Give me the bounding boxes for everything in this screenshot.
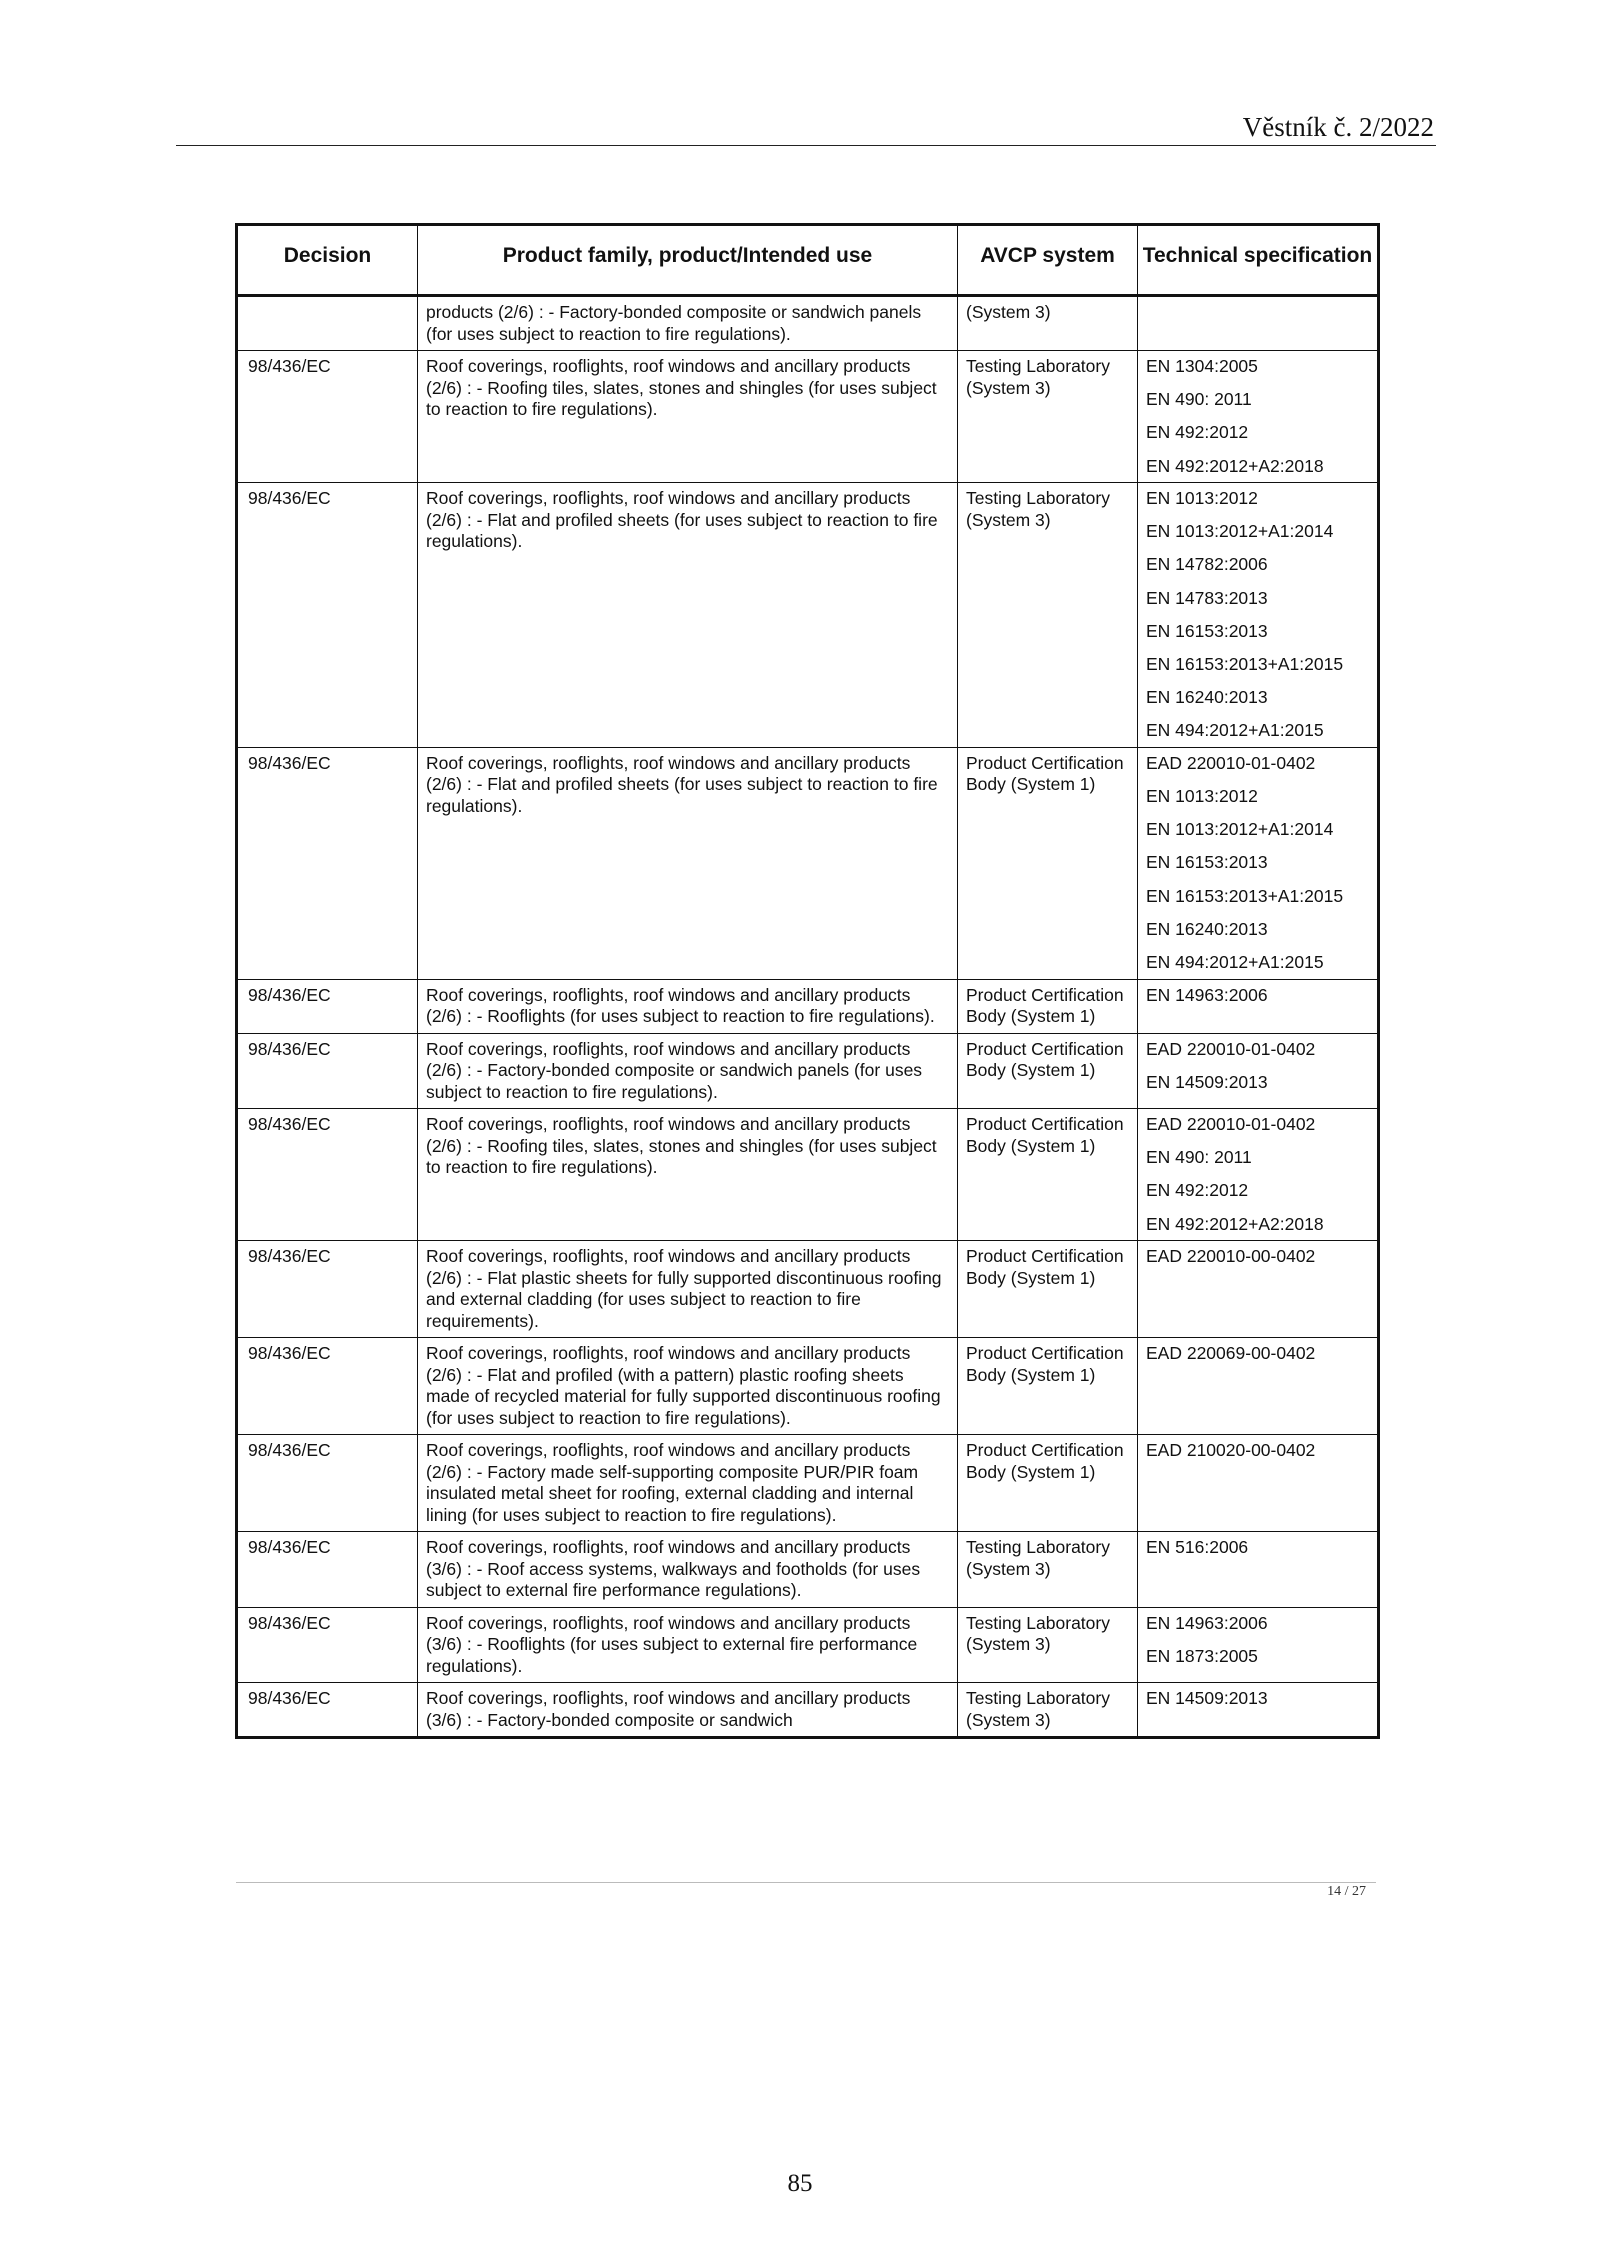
decision-cell: 98/436/EC [237,747,418,979]
specification-cell [1138,1109,1379,1241]
specification-item: EN 494:2012+A1:2015 [1146,952,1324,972]
specification-item: EN 16153:2013+A1:2015 [1146,885,1344,906]
specification-item: EN 492:2012+A2:2018 [1146,455,1324,476]
avcp-cell: Product Certification Body (System 1) [958,1435,1138,1532]
specification-item: EN 14509:2013 [1146,1688,1268,1709]
specification-item: EAD 220069-00-0402 [1146,1343,1316,1364]
table-row [237,351,1379,483]
specification-item: EN 494:2012+A1:2015 [1146,720,1324,741]
specification-item: EN 1013:2012 [1146,488,1258,509]
table-row [237,1607,1379,1683]
table-row [237,1241,1379,1338]
specification-item: EN 1013:2012 [1146,786,1258,807]
avcp-cell: Product Certification Body (System 1) [958,1109,1138,1241]
decision-cell: 98/436/EC [237,1338,418,1435]
decision-cell: 98/436/EC [237,483,418,748]
footer-rule [236,1882,1376,1883]
specification-item: EAD 220010-01-0402 [1146,1114,1316,1134]
table-row [237,1532,1379,1608]
specification-item: EN 1304:2005 [1146,356,1258,376]
decision-cell: 98/436/EC [237,1435,418,1532]
decision-cell: 98/436/EC [237,1683,418,1738]
specification-cell [1138,483,1379,748]
avcp-cell: Testing Laboratory (System 3) [958,351,1138,483]
decision-cell: 98/436/EC [237,1109,418,1241]
column-header-specification: Technical specification [1138,225,1379,296]
product-cell: Roof coverings, rooflights, roof windows and ancillary products (3/6) : - Rooflights (for uses subject to external fire performance regulations). [418,1607,958,1683]
specification-cell [1138,1241,1379,1338]
specification-item: EN 14509:2013 [1146,1071,1268,1092]
product-cell: Roof coverings, rooflights, roof windows and ancillary products (2/6) : - Rooflights (for uses subject to reaction to fire regulations). [418,979,958,1033]
specification-item: EN 492:2012+A2:2018 [1146,1213,1324,1234]
table-row [237,979,1379,1033]
specification-item: EN 16153:2013 [1146,852,1268,873]
product-cell: Roof coverings, rooflights, roof windows and ancillary products (2/6) : - Factory-bonded composite or sandwich panels (for uses subject to reaction to fire regulations). [418,1033,958,1109]
specification-cell [1138,1033,1379,1109]
avcp-cell: Product Certification Body (System 1) [958,1241,1138,1338]
specification-item: EN 16240:2013 [1146,687,1268,708]
avcp-cell: Product Certification Body (System 1) [958,1033,1138,1109]
avcp-cell: Testing Laboratory (System 3) [958,1607,1138,1683]
avcp-cell: (System 3) [958,296,1138,351]
specification-item: EAD 210020-00-0402 [1146,1440,1316,1461]
specification-item: EN 14963:2006 [1146,984,1268,1005]
avcp-cell: Product Certification Body (System 1) [958,1338,1138,1435]
table-row [237,296,1379,351]
specification-item: EN 16240:2013 [1146,918,1268,939]
column-header-decision: Decision [237,225,418,296]
specification-item: EN 492:2012 [1146,422,1249,443]
decision-cell: 98/436/EC [237,1607,418,1683]
specification-item: EN 1013:2012+A1:2014 [1146,521,1334,542]
table-row [237,1109,1379,1241]
specification-item: EAD 220010-01-0402 [1146,752,1316,773]
specification-cell [1138,351,1379,483]
table-row [237,1683,1379,1738]
specification-item: EN 1873:2005 [1146,1645,1258,1666]
column-header-product: Product family, product/Intended use [418,225,958,296]
specification-cell [1138,1607,1379,1683]
product-cell: Roof coverings, rooflights, roof windows and ancillary products (2/6) : - Flat and profiled sheets (for uses subject to reaction to fire regulations). [418,747,958,979]
decision-cell: 98/436/EC [237,1033,418,1109]
specification-item: EN 16153:2013+A1:2015 [1146,654,1344,674]
specification-table [235,223,1380,1739]
product-cell: Roof coverings, rooflights, roof windows and ancillary products (3/6) : - Factory-bonded composite or sandwich [418,1683,958,1738]
specification-item: EN 16153:2013 [1146,620,1268,641]
table-body [237,296,1379,1738]
page-counter: 14 / 27 [1327,1884,1366,1899]
decision-cell [237,296,418,351]
table-header-row [237,225,1379,296]
avcp-cell: Testing Laboratory (System 3) [958,1532,1138,1608]
decision-cell: 98/436/EC [237,1532,418,1608]
table-row [237,747,1379,979]
specification-item: EN 14783:2013 [1146,587,1268,608]
specification-item: EN 14963:2006 [1146,1612,1268,1633]
product-cell: products (2/6) : - Factory-bonded composite or sandwich panels (for uses subject to reaction to fire regulations). [418,296,958,351]
specification-cell [1138,747,1379,979]
decision-cell: 98/436/EC [237,351,418,483]
product-cell: Roof coverings, rooflights, roof windows and ancillary products (2/6) : - Flat and profiled (with a pattern) plastic roofing sheets made of recycled material for fully supported discontinuous roofing (for uses subject to reaction to fire regulations). [418,1338,958,1435]
table-row [237,1435,1379,1532]
table-row [237,1033,1379,1109]
avcp-cell: Product Certification Body (System 1) [958,747,1138,979]
specification-item: EAD 220010-01-0402 [1146,1038,1316,1059]
column-header-avcp: AVCP system [958,225,1138,296]
decision-cell: 98/436/EC [237,1241,418,1338]
specification-cell [1138,1532,1379,1608]
product-cell: Roof coverings, rooflights, roof windows and ancillary products (2/6) : - Flat plastic sheets for fully supported discontinuous roofing and external cladding (for uses subject to reaction to fire requirements). [418,1241,958,1338]
header-rule [176,145,1436,146]
table-row [237,1338,1379,1435]
specification-cell [1138,296,1379,351]
specification-item: EN 1013:2012+A1:2014 [1146,819,1334,840]
specification-cell [1138,1435,1379,1532]
journal-header: Věstník č. 2/2022 [1242,112,1434,142]
avcp-cell: Testing Laboratory (System 3) [958,1683,1138,1738]
avcp-cell: Product Certification Body (System 1) [958,979,1138,1033]
specification-item: EN 516:2006 [1146,1537,1249,1558]
specification-item: EAD 220010-00-0402 [1146,1246,1316,1267]
specification-cell [1138,979,1379,1033]
specification-item: EN 14782:2006 [1146,554,1268,575]
specification-item: EN 492:2012 [1146,1180,1249,1201]
product-cell: Roof coverings, rooflights, roof windows and ancillary products (2/6) : - Factory made self-supporting composite PUR/PIR foam insulated metal sheet for roofing, external cladding and internal lining (for uses subject to reaction to fire regulations). [418,1435,958,1532]
specification-item: EN 490: 2011 [1146,1147,1252,1168]
product-cell: Roof coverings, rooflights, roof windows and ancillary products (2/6) : - Flat and profiled sheets (for uses subject to reaction to fire regulations). [418,483,958,748]
decision-cell: 98/436/EC [237,979,418,1033]
product-cell: Roof coverings, rooflights, roof windows and ancillary products (2/6) : - Roofing tiles, slates, stones and shingles (for uses subject to reaction to fire regulations). [418,351,958,483]
specification-cell [1138,1338,1379,1435]
specification-item: EN 490: 2011 [1146,389,1252,410]
product-cell: Roof coverings, rooflights, roof windows and ancillary products (3/6) : - Roof access systems, walkways and footholds (for uses subject to external fire performance regulations). [418,1532,958,1608]
avcp-cell: Testing Laboratory (System 3) [958,483,1138,748]
table-row [237,483,1379,748]
specification-cell [1138,1683,1379,1738]
page-number: 85 [787,2170,813,2197]
product-cell: Roof coverings, rooflights, roof windows and ancillary products (2/6) : - Roofing tiles, slates, stones and shingles (for uses subject to reaction to fire regulations). [418,1109,958,1241]
